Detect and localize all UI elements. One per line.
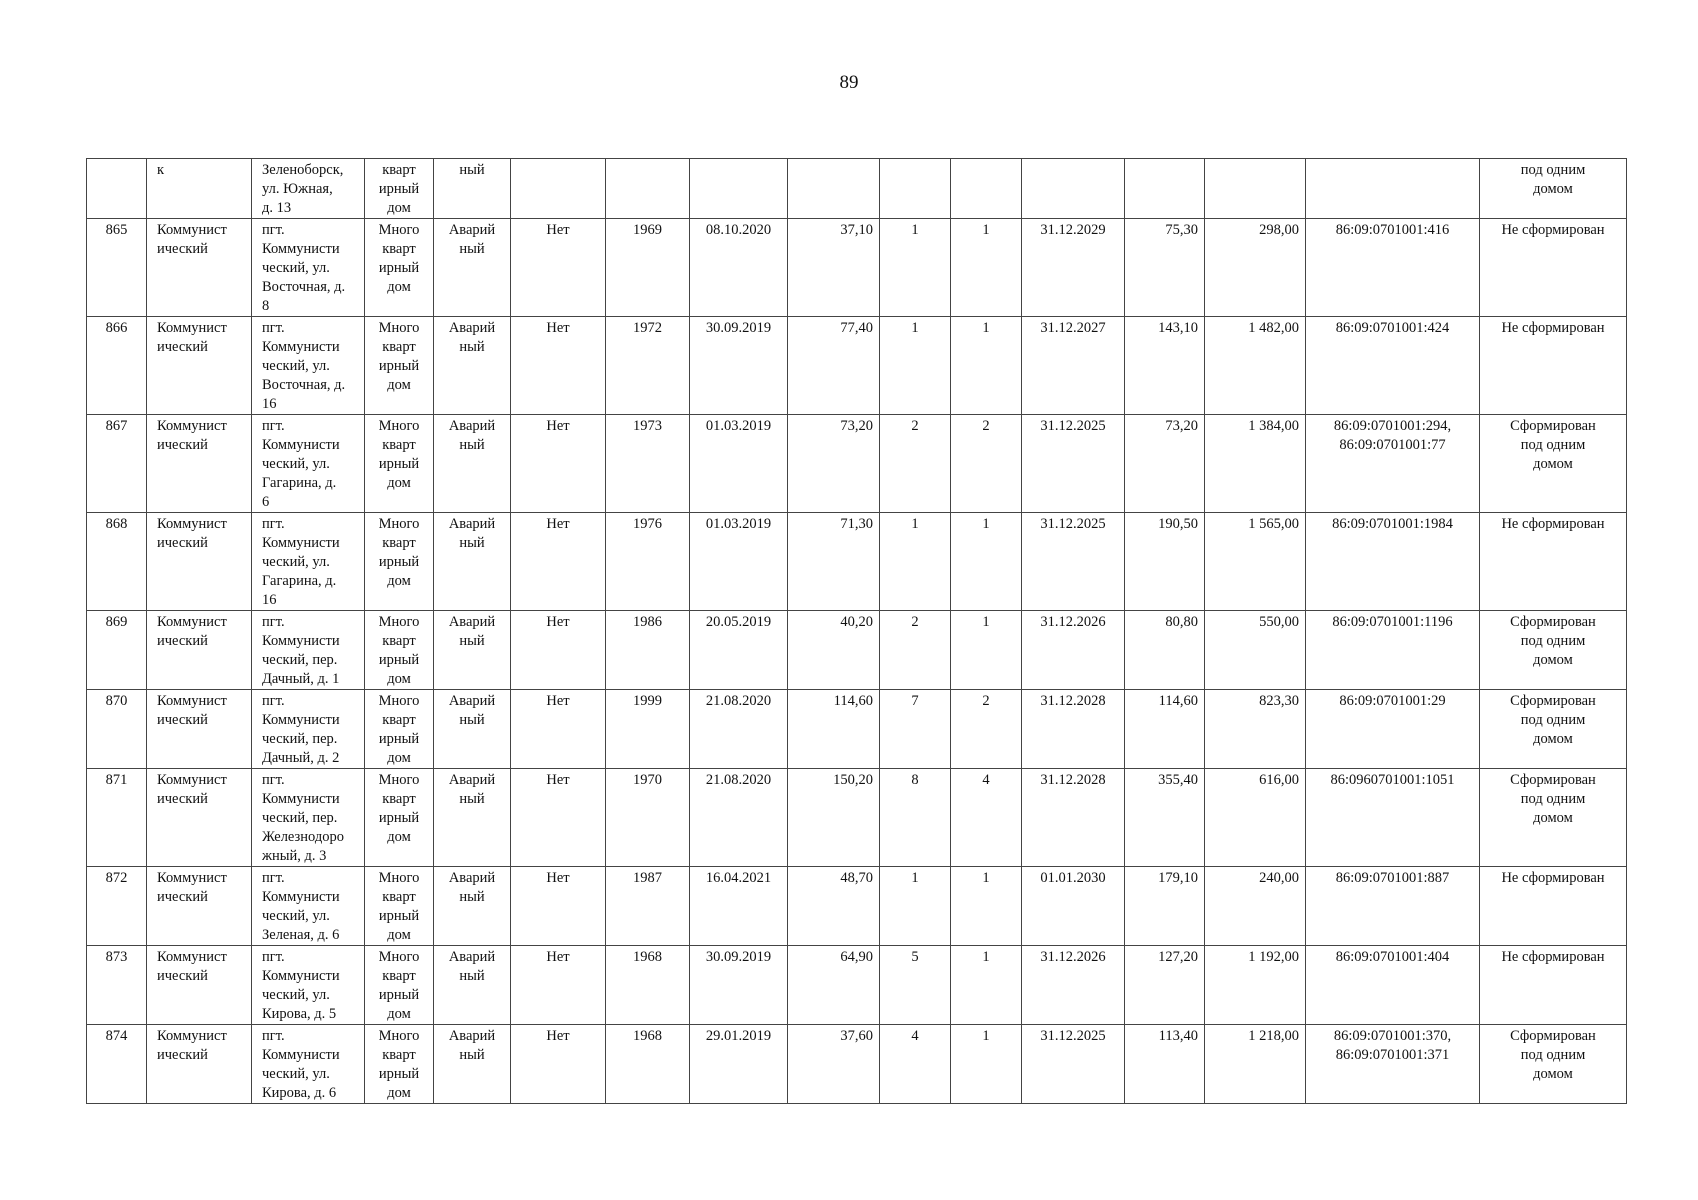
cell-area2: 114,60 [1125, 690, 1205, 769]
cell-flag: Нет [511, 1025, 606, 1104]
cell-address: пгт. Коммунисти ческий, ул. Восточная, д. 8 [252, 219, 365, 317]
cell-area2: 80,80 [1125, 611, 1205, 690]
cell-num: 870 [87, 690, 147, 769]
cell-land-status: Сформирован под одним домом [1480, 415, 1627, 513]
cell-flag: Нет [511, 690, 606, 769]
cell-area2: 179,10 [1125, 867, 1205, 946]
cell-house-type: Много кварт ирный дом [365, 415, 434, 513]
cell-n1: 1 [880, 317, 951, 415]
table-row [87, 946, 1627, 1025]
cell-land-area: 240,00 [1205, 867, 1306, 946]
cell-deadline: 31.12.2028 [1022, 769, 1125, 867]
cell-land-area: 616,00 [1205, 769, 1306, 867]
cell-date: 30.09.2019 [690, 946, 788, 1025]
cell-deadline: 31.12.2028 [1022, 690, 1125, 769]
cell-municipality: Коммунист ический [147, 867, 252, 946]
cell-land-status: Не сформирован [1480, 219, 1627, 317]
cell-address: Зеленоборск, ул. Южная, д. 13 [252, 159, 365, 219]
cell-n1: 8 [880, 769, 951, 867]
cell-date: 01.03.2019 [690, 415, 788, 513]
cell-land-status: Не сформирован [1480, 513, 1627, 611]
cell-flag: Нет [511, 415, 606, 513]
cell-land-status: Сформирован под одним домом [1480, 690, 1627, 769]
cell-land-status: под одним домом [1480, 159, 1627, 219]
cell-n2: 1 [951, 317, 1022, 415]
cell-municipality: Коммунист ический [147, 1025, 252, 1104]
cell-date: 16.04.2021 [690, 867, 788, 946]
cell-year: 1969 [606, 219, 690, 317]
cell-cadastral: 86:09:0701001:1196 [1306, 611, 1480, 690]
cell-cadastral: 86:09:0701001:29 [1306, 690, 1480, 769]
cell-municipality: Коммунист ический [147, 946, 252, 1025]
cell-municipality: Коммунист ический [147, 690, 252, 769]
cell-address: пгт. Коммунисти ческий, ул. Гагарина, д. 16 [252, 513, 365, 611]
cell-n1: 7 [880, 690, 951, 769]
cell-house-type: Много кварт ирный дом [365, 611, 434, 690]
cell-area2: 127,20 [1125, 946, 1205, 1025]
cell-municipality: Коммунист ический [147, 219, 252, 317]
cell-address: пгт. Коммунисти ческий, ул. Кирова, д. 5 [252, 946, 365, 1025]
cell-area2 [1125, 159, 1205, 219]
cell-area: 48,70 [788, 867, 880, 946]
cell-municipality: Коммунист ический [147, 513, 252, 611]
cell-area: 64,90 [788, 946, 880, 1025]
cell-n1 [880, 159, 951, 219]
cell-cadastral: 86:09:0701001:1984 [1306, 513, 1480, 611]
cell-status: Аварий ный [434, 1025, 511, 1104]
cell-land-area: 1 192,00 [1205, 946, 1306, 1025]
cell-land-status: Сформирован под одним домом [1480, 769, 1627, 867]
table-row [87, 513, 1627, 611]
cell-flag: Нет [511, 611, 606, 690]
cell-deadline: 31.12.2026 [1022, 611, 1125, 690]
cell-municipality: Коммунист ический [147, 769, 252, 867]
cell-num: 873 [87, 946, 147, 1025]
cell-area: 40,20 [788, 611, 880, 690]
cell-num: 872 [87, 867, 147, 946]
cell-land-area: 550,00 [1205, 611, 1306, 690]
cell-status: Аварий ный [434, 219, 511, 317]
cell-year: 1976 [606, 513, 690, 611]
cell-n2: 1 [951, 513, 1022, 611]
cell-cadastral: 86:09:0701001:404 [1306, 946, 1480, 1025]
cell-n1: 1 [880, 219, 951, 317]
cell-year: 1973 [606, 415, 690, 513]
cell-status: Аварий ный [434, 946, 511, 1025]
cell-municipality: Коммунист ический [147, 611, 252, 690]
cell-date: 21.08.2020 [690, 769, 788, 867]
cell-area: 114,60 [788, 690, 880, 769]
cell-year: 1970 [606, 769, 690, 867]
cell-flag: Нет [511, 317, 606, 415]
cell-land-area [1205, 159, 1306, 219]
cell-n1: 5 [880, 946, 951, 1025]
cell-address: пгт. Коммунисти ческий, пер. Дачный, д. 2 [252, 690, 365, 769]
cell-cadastral: 86:09:0701001:370, 86:09:0701001:371 [1306, 1025, 1480, 1104]
cell-land-area: 823,30 [1205, 690, 1306, 769]
cell-address: пгт. Коммунисти ческий, ул. Кирова, д. 6 [252, 1025, 365, 1104]
cell-land-area: 298,00 [1205, 219, 1306, 317]
cell-cadastral: 86:09:0701001:887 [1306, 867, 1480, 946]
cell-address: пгт. Коммунисти ческий, ул. Гагарина, д. 6 [252, 415, 365, 513]
cell-land-status: Не сформирован [1480, 867, 1627, 946]
cell-area2: 73,20 [1125, 415, 1205, 513]
cell-year: 1987 [606, 867, 690, 946]
table-row [87, 415, 1627, 513]
cell-house-type: Много кварт ирный дом [365, 219, 434, 317]
cell-deadline: 31.12.2027 [1022, 317, 1125, 415]
cell-address: пгт. Коммунисти ческий, пер. Дачный, д. 1 [252, 611, 365, 690]
cell-status: Аварий ный [434, 769, 511, 867]
cell-year: 1986 [606, 611, 690, 690]
cell-deadline [1022, 159, 1125, 219]
cell-n2: 1 [951, 1025, 1022, 1104]
cell-num: 871 [87, 769, 147, 867]
table-row [87, 690, 1627, 769]
cell-flag: Нет [511, 769, 606, 867]
cell-area2: 355,40 [1125, 769, 1205, 867]
cell-n1: 4 [880, 1025, 951, 1104]
cell-cadastral: 86:09:0701001:424 [1306, 317, 1480, 415]
cell-municipality: к [147, 159, 252, 219]
cell-n2: 1 [951, 219, 1022, 317]
cell-n1: 1 [880, 513, 951, 611]
cell-status: Аварий ный [434, 690, 511, 769]
cell-land-status: Сформирован под одним домом [1480, 1025, 1627, 1104]
cell-area: 71,30 [788, 513, 880, 611]
cell-year: 1999 [606, 690, 690, 769]
cell-date: 30.09.2019 [690, 317, 788, 415]
cell-date [690, 159, 788, 219]
cell-house-type: Много кварт ирный дом [365, 513, 434, 611]
cell-cadastral: 86:09:0701001:294, 86:09:0701001:77 [1306, 415, 1480, 513]
cell-n2: 2 [951, 415, 1022, 513]
cell-deadline: 31.12.2029 [1022, 219, 1125, 317]
cell-flag: Нет [511, 867, 606, 946]
cell-n2: 1 [951, 946, 1022, 1025]
cell-year: 1972 [606, 317, 690, 415]
cell-status: Аварий ный [434, 611, 511, 690]
cell-date: 20.05.2019 [690, 611, 788, 690]
cell-date: 01.03.2019 [690, 513, 788, 611]
table-row [87, 1025, 1627, 1104]
cell-area: 37,10 [788, 219, 880, 317]
cell-address: пгт. Коммунисти ческий, ул. Восточная, д. 16 [252, 317, 365, 415]
table-row [87, 611, 1627, 690]
cell-num: 867 [87, 415, 147, 513]
cell-area: 37,60 [788, 1025, 880, 1104]
cell-deadline: 31.12.2025 [1022, 513, 1125, 611]
cell-flag: Нет [511, 219, 606, 317]
cell-n2: 2 [951, 690, 1022, 769]
cell-house-type: Много кварт ирный дом [365, 946, 434, 1025]
cell-cadastral: 86:0960701001:1051 [1306, 769, 1480, 867]
cell-n2: 1 [951, 611, 1022, 690]
cell-house-type: Много кварт ирный дом [365, 1025, 434, 1104]
cell-address: пгт. Коммунисти ческий, ул. Зеленая, д. 6 [252, 867, 365, 946]
cell-land-area: 1 565,00 [1205, 513, 1306, 611]
cell-land-area: 1 218,00 [1205, 1025, 1306, 1104]
cell-area: 73,20 [788, 415, 880, 513]
cell-municipality: Коммунист ический [147, 317, 252, 415]
cell-land-area: 1 482,00 [1205, 317, 1306, 415]
table-row [87, 317, 1627, 415]
cell-area2: 190,50 [1125, 513, 1205, 611]
cell-cadastral: 86:09:0701001:416 [1306, 219, 1480, 317]
cell-status: Аварий ный [434, 317, 511, 415]
emergency-housing-table [86, 158, 1627, 1104]
cell-year: 1968 [606, 946, 690, 1025]
cell-house-type: Много кварт ирный дом [365, 867, 434, 946]
cell-flag [511, 159, 606, 219]
cell-area2: 113,40 [1125, 1025, 1205, 1104]
cell-house-type: кварт ирный дом [365, 159, 434, 219]
cell-flag: Нет [511, 513, 606, 611]
cell-num: 868 [87, 513, 147, 611]
cell-n2: 1 [951, 867, 1022, 946]
cell-date: 29.01.2019 [690, 1025, 788, 1104]
cell-year: 1968 [606, 1025, 690, 1104]
cell-cadastral [1306, 159, 1480, 219]
cell-area: 150,20 [788, 769, 880, 867]
cell-land-status: Не сформирован [1480, 317, 1627, 415]
cell-deadline: 31.12.2025 [1022, 1025, 1125, 1104]
continuation-row [87, 159, 1627, 219]
cell-status: Аварий ный [434, 513, 511, 611]
cell-num: 874 [87, 1025, 147, 1104]
cell-municipality: Коммунист ический [147, 415, 252, 513]
cell-date: 08.10.2020 [690, 219, 788, 317]
cell-n1: 1 [880, 867, 951, 946]
cell-land-area: 1 384,00 [1205, 415, 1306, 513]
cell-num: 865 [87, 219, 147, 317]
cell-area: 77,40 [788, 317, 880, 415]
cell-n2: 4 [951, 769, 1022, 867]
cell-num [87, 159, 147, 219]
cell-num: 866 [87, 317, 147, 415]
cell-land-status: Сформирован под одним домом [1480, 611, 1627, 690]
cell-status: Аварий ный [434, 867, 511, 946]
cell-deadline: 31.12.2025 [1022, 415, 1125, 513]
cell-num: 869 [87, 611, 147, 690]
cell-house-type: Много кварт ирный дом [365, 690, 434, 769]
cell-house-type: Много кварт ирный дом [365, 769, 434, 867]
cell-status: ный [434, 159, 511, 219]
cell-address: пгт. Коммунисти ческий, пер. Железнодоро жный, д. 3 [252, 769, 365, 867]
cell-deadline: 31.12.2026 [1022, 946, 1125, 1025]
cell-date: 21.08.2020 [690, 690, 788, 769]
cell-area [788, 159, 880, 219]
cell-status: Аварий ный [434, 415, 511, 513]
table-row [87, 867, 1627, 946]
cell-house-type: Много кварт ирный дом [365, 317, 434, 415]
cell-flag: Нет [511, 946, 606, 1025]
cell-n1: 2 [880, 415, 951, 513]
table-row [87, 769, 1627, 867]
cell-n2 [951, 159, 1022, 219]
table-row [87, 219, 1627, 317]
cell-area2: 143,10 [1125, 317, 1205, 415]
page-number: 89 [839, 72, 859, 93]
cell-deadline: 01.01.2030 [1022, 867, 1125, 946]
cell-year [606, 159, 690, 219]
cell-land-status: Не сформирован [1480, 946, 1627, 1025]
cell-area2: 75,30 [1125, 219, 1205, 317]
cell-n1: 2 [880, 611, 951, 690]
